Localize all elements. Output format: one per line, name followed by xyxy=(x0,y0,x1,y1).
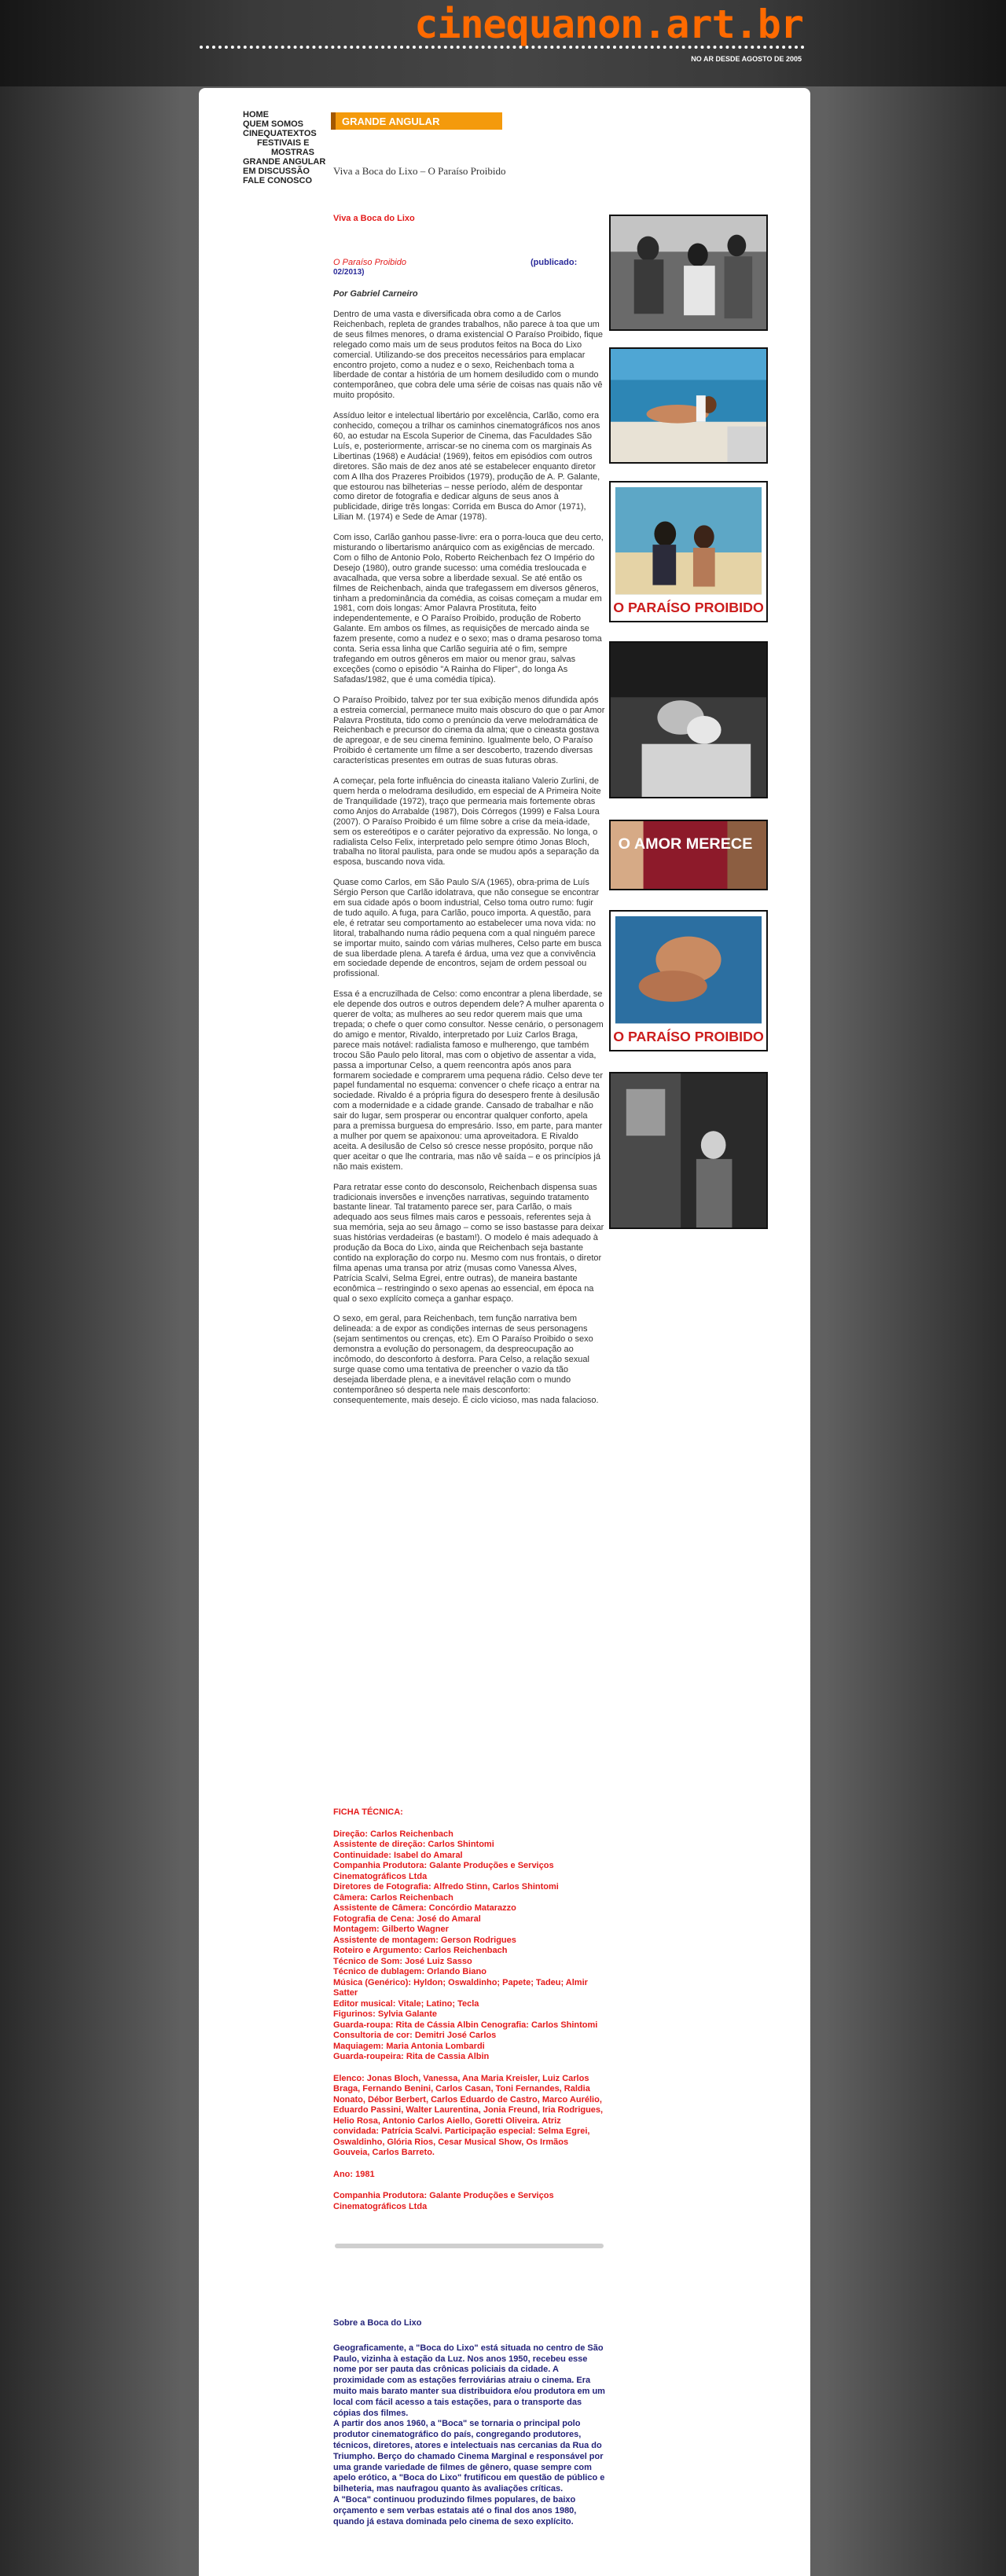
credit-line: Direção: Carlos Reichenbach xyxy=(333,1829,453,1839)
published-date: 02/2013) xyxy=(333,268,365,277)
section-banner xyxy=(331,112,502,130)
menu-item-fale-conosco[interactable]: FALE CONOSCO xyxy=(243,176,313,185)
article-paragraph: A começar, pela forte influência do cineasta italiano Valerio Zurlini, de quem herda o melodrama desiludido, em especial de A Primeira Noite de Tranquilidade (1972), traço que permearia mais fortemente obras como Anjos do Arrabalde (1987), Dois Córregos (1999) e Falsa Loura (2007). O Paraíso Proibido é um filme sobre a crise da meia-idade, sem os estereótipos e o caráter pejorativo da expressão. No longa, o radialista Celso Felix, interpretado pelo sempre ótimo Jonas Bloch, trabalha no litoral paulista, para onde se mudou após a separação da esposa, buscando nova vida. xyxy=(333,776,601,868)
article-paragraph: Quase como Carlos, em São Paulo S/A (1965), obra-prima de Luís Sérgio Person que Carlão idolatrava, que não consegue se encontrar em sua cidade após o boom industrial, Celso toma outro rumo: fugir de tudo aquilo. A fuga, para Carlão, pouco importa. A questão, para ele, é retratar seu comportamento ao estabelecer uma nova vida: no litoral, trabalhando numa rádio pequena com a qual ninguém parece se importar muito, saindo com várias mulheres, Celso parte em busca de sua liberdade plena. A tarefa é árdua, uma vez que a convivência em sociedade depende de encontros, sejam de ordem pessoal ou profissional. xyxy=(333,878,602,979)
release-year: Ano: 1981 xyxy=(333,2169,375,2179)
credit-line: Fotografia de Cena: José do Amaral xyxy=(333,1914,481,1924)
about-paragraph: Geograficamente, a "Boca do Lixo" está situada no centro de São Paulo, vizinha à estação da Luz. Nos anos 1950, recebeu esse nome por ser pauta das crônicas policiais da cidade. A proximidade com as estações ferroviárias atraiu o cinema. Era muito mais barato manter sua distribuidora e/ou produtora em um local com fácil acesso a tais estações, para o transporte das cópias dos filmes. xyxy=(333,2343,605,2418)
about-boca-do-lixo xyxy=(333,2318,605,2527)
about-paragraph: A "Boca" continuou produzindo filmes populares, de baixo orçamento e sem verbas estatais até o final dos anos 1980, quando já estava dominada pelo cinema de sexo explícito. xyxy=(333,2494,577,2526)
section-divider xyxy=(335,2244,604,2248)
author-byline: Por Gabriel Carneiro xyxy=(333,289,418,299)
menu-item-home[interactable]: HOME xyxy=(243,110,269,119)
article-paragraph: O sexo, em geral, para Reichenbach, tem função narrativa bem delineada: a de expor as condições internas de seus personagens (sejam sentimentos ou crenças, etc). Em O Paraíso Proibido o sexo demonstra a evolução do personagem, da despreocupação ao incômodo, do desconforto à desforra. Para Celso, a relação sexual surge quase como uma tentativa de preencher o vazio da tão desejada liberdade plena, e a inevitável relação com o mundo contemporâneo só desperta nele mais desconforto: consequentemente, mais desejo. É ciclo vicioso, mas nada falacioso. xyxy=(333,1314,599,1405)
credit-line: Companhia Produtora: Galante Produções e Serviços Cinematográficos Ltda xyxy=(333,1861,554,1881)
credit-line: Assistente de direção: Carlos Shintomi xyxy=(333,1840,494,1849)
film-header xyxy=(333,258,605,278)
credit-line: Figurinos: Sylvia Galante xyxy=(333,2009,438,2019)
credit-line: Técnico de dublagem: Orlando Biano xyxy=(333,1967,486,1976)
technical-sheet-title: FICHA TÉCNICA: xyxy=(333,1807,403,1817)
header-dotted-divider xyxy=(200,46,805,49)
article-paragraph: Para retratar esse conto do desconsolo, Reichenbach dispensa suas tradicionais inversões e invenções narrativas, seguindo tratamento bastante linear. Tal tratamento parece ser, para Carlão, o mais adequado aos seus filmes mais caros e pessoais, referentes seja à sua memória, seja ao seu âmago – como se isso bastasse para deixar suas histórias verdadeiras (e bastam!). O modelo é mais adequado à produção da Boca do Lixo, ainda que Reichenbach seja bastante contido na exploração do corpo nu. Mesmo com nus frontais, o diretor filma apenas uma transa por atriz (musas como Vanessa Alves, Patrícia Scalvi, Selma Egrei, entre outras), de maneira bastante econômica – restringindo o sexo apenas ao essencial, em época na qual o sexo explícito começa a ganhar espaço. xyxy=(333,1182,604,1304)
site-logo[interactable]: cinequanon.art.br xyxy=(414,2,803,47)
article-paragraph: Essa é a encruzilhada de Celso: como encontrar a plena liberdade, se ele depende dos outros e outros dependem dele? A mulher aparenta o querer de volta; as mulheres ao seu redor querem mais que uma trepada; o chefe o quer como consultor. Nesse cenário, o personagem do amigo e mentor, Rivaldo, interpretado por Luiz Carlos Braga, parece mais notável: radialista famoso e mulherengo, que também trocou São Paulo pelo litoral, mas com o objetivo de assentar a vida, passa a importunar Celso, a quem reencontra após anos para formarem sociedade e comprarem uma pequena rádio. Celso deve ter papel fundamental no esquema: convencer o chefe ricaço a entrar na sociedade. Rivaldo é a própria figura do desespero frente à desilusão com a modernidade e a cidade grande. Cansado de trabalhar e não sair do lugar, sem prosperar ou encontrar qualquer conforto, apela para a premissa burguesa do empresário. Isso, em parte, para manter a mulher por quem se apaixonou: uma aproveitadora. E Rivaldo aceita. A desilusão de Celso só cresce nesse propósito, porque não quer aceitar o que lhe contraria, mas não vê saída – e os princípios já não mais existem. xyxy=(333,989,604,1172)
article xyxy=(333,214,605,1416)
production-company: Companhia Produtora: Galante Produções e Serviços Cinematográficos Ltda xyxy=(333,2191,554,2211)
site-tagline: NO AR DESDE AGOSTO DE 2005 xyxy=(691,55,802,63)
banner-stripe xyxy=(331,112,336,130)
breadcrumb: Viva a Boca do Lixo – O Paraíso Proibido xyxy=(333,165,506,177)
section-label: GRANDE ANGULAR xyxy=(342,116,440,127)
credit-line: Diretores de Fotografia: Alfredo Stinn, Carlos Shintomi xyxy=(333,1882,559,1892)
credit-line: Guarda-roupeira: Rita de Cassia Albin xyxy=(333,2052,490,2061)
about-paragraph: A partir dos anos 1960, a "Boca" se tornaria o principal polo produtor cinematográfico do país, congregando produtores, técnicos, diretores, atores e intelectuais nas cercanias da Rua do Triumpho. Berço do chamado Cinema Marginal e responsável por uma grande variedade de filmes de gênero, quase sempre com apelo erótico, a "Boca do Lixo" frutificou em questão de público e bilheteria, mas naufragou quanto às avaliações críticas. xyxy=(333,2419,605,2494)
lobby-card-caption: O PARAÍSO PROIBIDO xyxy=(613,1029,764,1045)
credit-line: Assistente de montagem: Gerson Rodrigues xyxy=(333,1935,516,1945)
credit-line: Continuidade: Isabel do Amaral xyxy=(333,1850,463,1860)
credit-line: Editor musical: Vitale; Latino; Tecla xyxy=(333,1998,479,2009)
credits-list xyxy=(333,1829,605,2063)
film-title: O Paraíso Proibido xyxy=(333,258,406,267)
film-still-b-w-group-icon[interactable] xyxy=(609,215,768,331)
menu-item-em-discussao[interactable]: EM DISCUSSÃO xyxy=(243,167,310,176)
cast-list: Elenco: Jonas Bloch, Vanessa, Ana Maria Kreisler, Luiz Carlos Braga, Fernando Benini, Carlos Casan, Toni Fernandes, Raldia Nonato, Débor Berbert, Carlos Eduardo de Castro, Marco Aurélio, Eduardo Passini, Walter Laurentina, Jonia Freund, Iria Rodrigues, Helio Rosa, Antonio Carlos Aiello, Goretti Oliveira. Atriz convidada: Patrícia Scalvi. Participação especial: Selma Egrei, Oswaldinho, Glória Rios, Cesar Musical Show, Os Irmãos Gouveia, Carlos Barreto. xyxy=(333,2073,604,2157)
lobby-card-caption: O PARAÍSO PROIBIDO xyxy=(613,600,764,616)
credit-line: Música (Genérico): Hyldon; Oswaldinho; Papete; Tadeu; Almir Satter xyxy=(333,1977,588,1998)
menu-item-festivais[interactable]: FESTIVAIS E xyxy=(257,138,310,148)
article-paragraph: Assíduo leitor e intelectual libertário por excelência, Carlão, como era conhecido, começou a trilhar os caminhos cinematográficos nos anos 60, ao estudar na Escola Superior de Cinema, das Faculdades São Luís, e, posteriormente, arriscar-se no cinema com os marginais As Libertinas (1968) e Audácia! (1969), feitos em episódios com outros diretores. São mais de dez anos até se estabelecer enquanto diretor com A Ilha dos Prazeres Proibidos (1979), produção de A. P. Galante, que estourou nas bilheterias – nesse período, além de despontar como diretor de fotografia e dedicar alguns de seus anos à publicidade, dirige três longas: Corrida em Busca do Amor (1971), Lilian M. (1974) e Sede de Amar (1978). xyxy=(333,411,600,523)
credit-line: Maquiagem: Maria Antonia Lombardi xyxy=(333,2041,485,2051)
film-still-b-w-interior-icon[interactable] xyxy=(609,1072,768,1229)
credit-line: Montagem: Gilberto Wagner xyxy=(333,1925,449,1934)
published-label: (publicado: xyxy=(531,258,578,267)
about-title: Sobre a Boca do Lixo xyxy=(333,2318,422,2328)
lobby-card-title-icon[interactable] xyxy=(609,820,768,890)
film-still-boat-beach-icon[interactable] xyxy=(609,347,768,464)
article-paragraph: Dentro de uma vasta e diversificada obra como a de Carlos Reichenbach, repleta de grandes trabalhos, não parece à toa que um de seus filmes menores, o drama existencial O Paraíso Proibido, fique relegado como mais um de seus produtos feitos na Boca do Lixo comercial. Utilizando-se dos preceitos necessários para emplacar encontro projeto, como a nudez e o sexo, Reichenbach toma a liberdade de contar a história de um homem desiludido com o mundo contemporâneo, que cobra dele uma série de coisas nas quais não vê muito propósito. xyxy=(333,310,603,401)
menu-item-grande-angular[interactable]: GRANDE ANGULAR xyxy=(243,157,326,167)
menu-item-cinequatextos[interactable]: CINEQUATEXTOS xyxy=(243,129,317,138)
credit-line: Câmera: Carlos Reichenbach xyxy=(333,1892,453,1903)
credit-line: Roteiro e Argumento: Carlos Reichenbach xyxy=(333,1946,508,1955)
technical-sheet xyxy=(333,1807,605,2223)
credit-line: Guarda-roupa: Rita de Cássia Albin Cenografia: Carlos Shintomi xyxy=(333,2020,598,2030)
main-menu xyxy=(243,110,329,185)
menu-item-mostras[interactable]: MOSTRAS xyxy=(271,148,314,157)
site-header xyxy=(0,0,1006,86)
credit-line: Técnico de Som: José Luiz Sasso xyxy=(333,1956,472,1966)
lobby-card-title: O AMOR MERECE xyxy=(618,835,753,853)
article-paragraph: O Paraíso Proibido, talvez por ter sua exibição menos difundida após a estreia comercial, permanece muito mais obscuro do que o par Amor Palavra Prostituta, tido como o prenúncio da verve melodramática de Reichenbach e precursor do cinema da alma; que o cineasta gostava de apregoar, e de seu cinema feminino. Igualmente belo, O Paraíso Proibido é certamente um filme a ser descoberto, trazendo diversas características presentes em outras de suas futuras obras. xyxy=(333,695,605,766)
menu-item-quem-somos[interactable]: QUEM SOMOS xyxy=(243,119,304,129)
credit-line: Consultoria de cor: Demitri José Carlos xyxy=(333,2031,497,2040)
series-title: Viva a Boca do Lixo xyxy=(333,214,415,223)
lobby-card-kiss-icon[interactable] xyxy=(609,910,768,1051)
article-paragraph: Com isso, Carlão ganhou passe-livre: era o porra-louca que deu certo, misturando o libertarismo anárquico com as exigências de mercado. Com o filho de Antonio Polo, Roberto Reichenbach fez O Império do Desejo (1980), outro grande sucesso: uma comédia tresloucada e avacalhada, que versa sobre a liberdade sexual. Se até então os filmes de Reichenbach, ainda que trafegassem em diversos gêneros, tinham a predominância da comédia, as coisas começam a mudar em 1981, com dois longas: Amor Palavra Prostituta, feito independentemente, e O Paraíso Proibido, produção de Roberto Galante. Em ambos os filmes, as requisições de mercado ainda se fazem presente, como a nudez e o sexo; mas o drama pesaroso toma conta. Seria essa linha que Carlão seguiria até o fim, sempre trafegando em outros gêneros em maior ou menor grau, salvas exceções (como o episódio "A Rainha do Fliper", do longa As Safadas/1982, que é uma comédia típica). xyxy=(333,533,604,684)
film-still-b-w-couple-icon[interactable] xyxy=(609,641,768,798)
lobby-card-beach-couple-icon[interactable] xyxy=(609,481,768,622)
credit-line: Assistente de Câmera: Concórdio Matarazzo xyxy=(333,1903,516,1913)
